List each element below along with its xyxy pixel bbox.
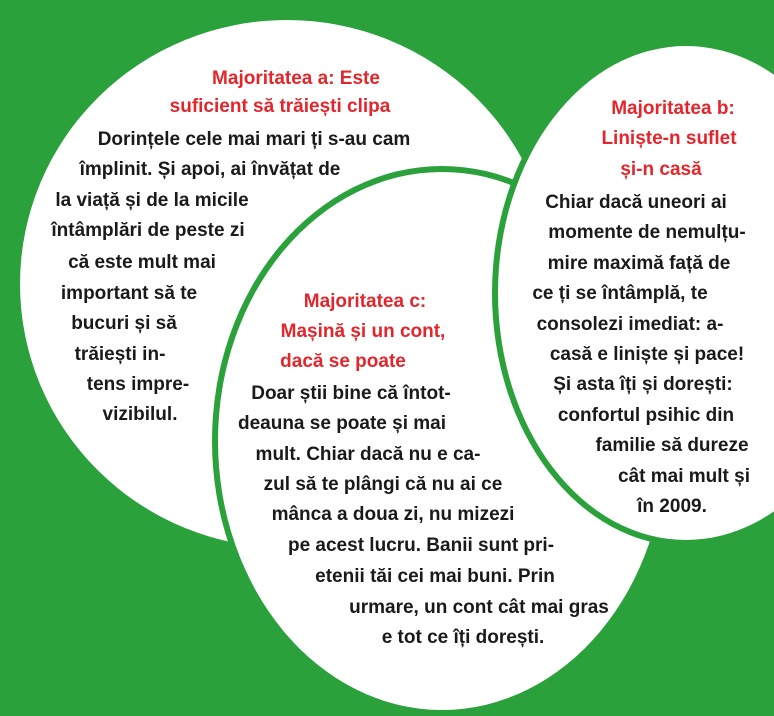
section-b-body-line: cât mai mult și	[618, 466, 750, 487]
section-c-body-line: pe acest lucru. Banii sunt pri-	[287, 535, 555, 556]
section-b-title-line: Liniște-n suflet	[601, 128, 737, 149]
section-c-body-line: e tot ce îți dorești.	[381, 627, 545, 648]
section-c-body-line: Doar știi bine că întot-	[251, 383, 451, 404]
section-b-body-line: confortul psihic din	[557, 405, 735, 426]
section-c-body-line: zul să te plângi că nu ai ce	[263, 474, 503, 495]
section-b-body-line: momente de nemulțu-	[548, 222, 746, 243]
section-a-body-line: la viață și de la micile	[55, 190, 249, 211]
section-a-body-line: trăiești in-	[74, 344, 166, 365]
section-c-body-line: urmare, un cont cât mai gras	[349, 597, 609, 618]
section-a-body-line: întâmplări de peste zi	[51, 220, 245, 241]
section-c-body-line: mult. Chiar dacă nu e ca-	[255, 444, 481, 465]
section-a-body-line: tens impre-	[86, 374, 190, 395]
section-a-title-line: Majoritatea a: Este	[212, 68, 380, 89]
section-b-body-line: Și asta îți și dorești:	[553, 374, 733, 395]
section-a-title-line: suficient să trăiești clipa	[169, 96, 391, 117]
section-b-title-line: Majoritatea b:	[611, 98, 735, 119]
section-c-title-line: Majoritatea c:	[303, 291, 427, 312]
section-c-body-line: deauna se poate și mai	[237, 413, 447, 434]
section-b-body-line: consolezi imediat: a-	[536, 314, 724, 335]
section-c-body-line: etenii tăi cei mai buni. Prin	[315, 566, 555, 587]
section-a-body-line: Dorințele cele mai mari ți s-au cam	[97, 129, 411, 150]
section-b-body-line: familie să dureze	[595, 435, 749, 456]
section-b-body-line: ce ți se întâmplă, te	[532, 283, 708, 304]
section-a-body-line: că este mult mai	[68, 252, 216, 273]
section-b-body-line: în 2009.	[637, 496, 707, 517]
section-a-body-line: vizibilul.	[102, 404, 178, 425]
section-a-body-line: bucuri și să	[71, 313, 177, 334]
section-c-body-line: mânca a doua zi, nu mizezi	[271, 504, 515, 525]
section-b-title-line: și-n casă	[620, 159, 702, 180]
section-c-title-line: dacă se poate	[280, 351, 406, 372]
section-a-body-line: împlinit. Și apoi, ai învățat de	[79, 159, 341, 180]
section-c-title-line: Mașină și un cont,	[280, 321, 446, 342]
section-b-body-line: mire maximă față de	[547, 253, 731, 274]
section-b-body-line: Chiar dacă uneori ai	[545, 192, 727, 213]
section-a-body-line: important să te	[60, 283, 198, 304]
section-b-body-line: casă e liniște și pace!	[549, 344, 745, 365]
